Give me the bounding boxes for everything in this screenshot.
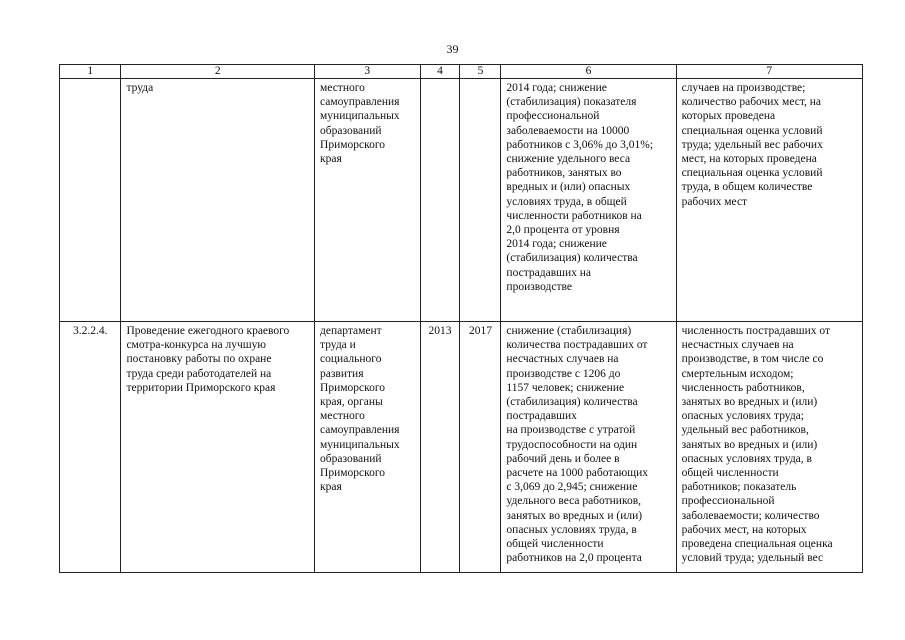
table-row (60, 79, 863, 322)
expected-result-cell: 2014 года; снижение (стабилизация) показателя профессиональной заболеваемости на 10000 работников с 3,06% до 3,01%; снижение удельного веса работников, занятых во вредных и (или) опасных условиях труда, в общей численности работников на 2,0 процента от уровня 2014 года; снижение (стабилизация) количества пострадавших на производстве (501, 79, 676, 322)
expected-result-cell: снижение (стабилизация) количества пострадавших от несчастных случаев на производстве с 1206 до 1157 человек; снижение (стабилизация) количества пострадавших на производстве с утратой трудоспособности на один рабочий день и более в расчете на 1000 работающих с 3,069 до 2,945; снижение удельного веса работников, занятых во вредных и (или) опасных условиях труда, в общей численности работников на 2,0 процента (501, 322, 676, 573)
executor-cell: местного самоуправления муниципальных образований Приморского края (315, 79, 420, 322)
end-year-cell: 2017 (460, 322, 501, 573)
row-number-cell: 3.2.2.4. (60, 322, 121, 573)
row-number-cell (60, 79, 121, 322)
column-header: 2 (121, 65, 315, 79)
measure-name-cell: труда (121, 79, 315, 322)
indicator-cell: численность пострадавших от несчастных случаев на производстве, в том числе со смертельным исходом; численность работников, занятых во вредных и (или) опасных условиях труда; удельный вес работников, занятых во вредных и (или) опасных условиях труда, в общей численности работников; показатель профессиональной заболеваемости; количество рабочих мест, на которых проведена специальная оценка условий труда; удельный вес (676, 322, 862, 573)
start-year-cell (420, 79, 460, 322)
column-header: 5 (460, 65, 501, 79)
table-header-row (60, 65, 863, 79)
measures-table (59, 64, 863, 573)
column-header: 4 (420, 65, 460, 79)
column-header: 7 (676, 65, 862, 79)
page-number: 39 (446, 42, 459, 56)
end-year-cell (460, 79, 501, 322)
table-row (60, 322, 863, 573)
column-header: 1 (60, 65, 121, 79)
measure-name-cell: Проведение ежегодного краевого смотра-конкурса на лучшую постановку работы по охране труда среди работодателей на территории Приморского края (121, 322, 315, 573)
column-header: 3 (315, 65, 420, 79)
executor-cell: департамент труда и социального развития Приморского края, органы местного самоуправления муниципальных образований Приморского края (315, 322, 420, 573)
start-year-cell: 2013 (420, 322, 460, 573)
column-header: 6 (501, 65, 676, 79)
indicator-cell: случаев на производстве; количество рабочих мест, на которых проведена специальная оценка условий труда; удельный вес рабочих мест, на которых проведена специальная оценка условий труда, в общем количестве рабочих мест (676, 79, 862, 322)
